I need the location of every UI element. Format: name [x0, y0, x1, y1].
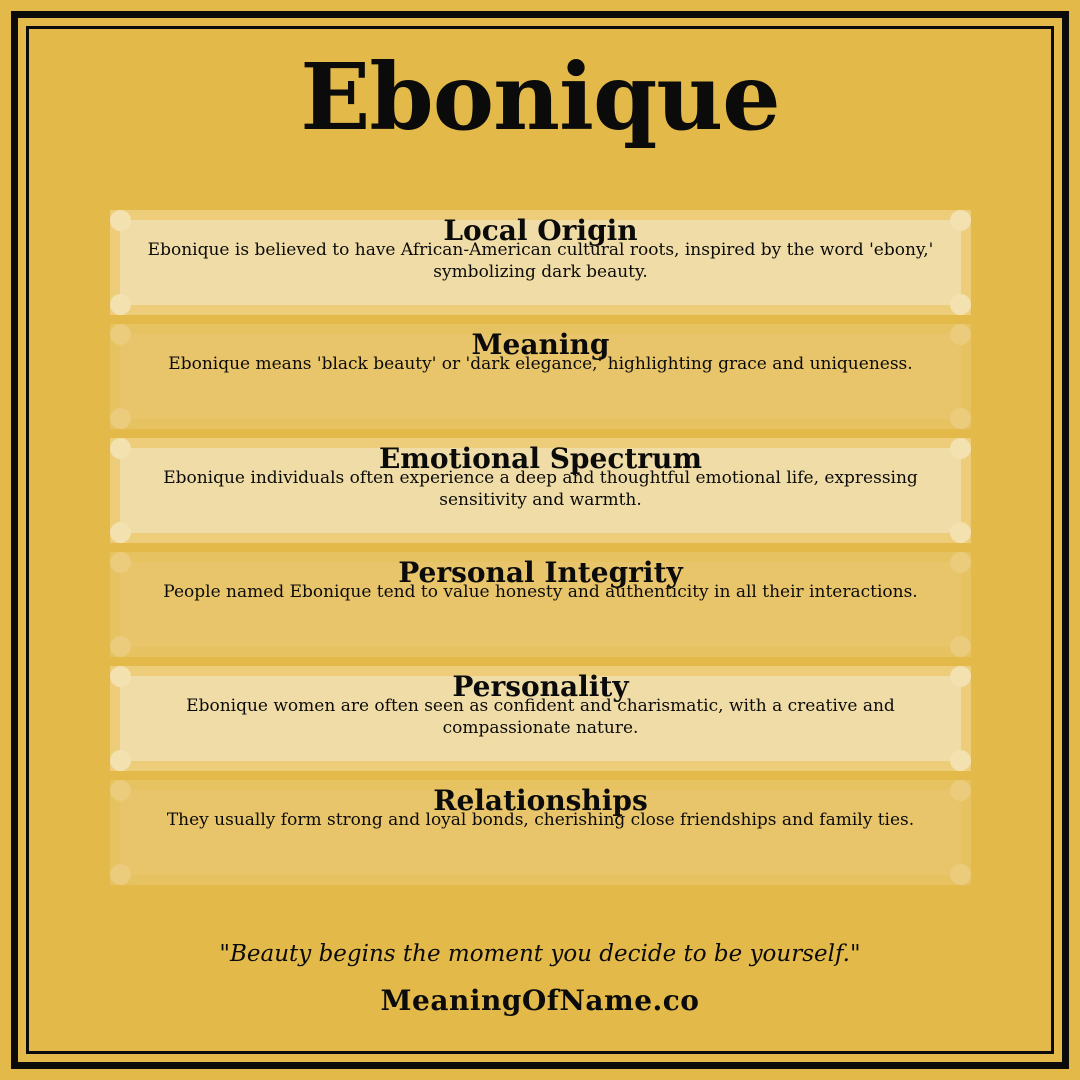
- card-personality: [110, 666, 971, 771]
- card-meaning: [110, 324, 971, 429]
- corner-dot: [110, 522, 131, 543]
- card-heading: Meaning: [471, 328, 610, 361]
- card-heading: Local Origin: [443, 214, 638, 247]
- card-text: Ebonique individuals often experience a deep and thoughtful emotional life, expressing sensitivity and warmth.: [163, 468, 918, 510]
- card-text: They usually form strong and loyal bonds, cherishing close friendships and family ties.: [166, 810, 915, 830]
- brand-name: MeaningOfName.co: [380, 984, 700, 1017]
- card-heading: Personal Integrity: [398, 556, 683, 589]
- card-text: Ebonique women are often seen as confident and charismatic, with a creative and compassionate nature.: [186, 696, 895, 738]
- card-text: Ebonique means 'black beauty' or 'dark elegance,' highlighting grace and uniqueness.: [168, 354, 913, 374]
- corner-dot: [110, 750, 131, 771]
- card-relationships: [110, 780, 971, 885]
- card-personal-integrity: [110, 552, 971, 657]
- corner-dot: [110, 408, 131, 429]
- card-heading: Personality: [452, 670, 629, 703]
- card-heading: Relationships: [433, 784, 648, 817]
- corner-dot: [110, 294, 131, 315]
- quote: "Beauty begins the moment you decide to be yourself.": [219, 941, 861, 967]
- card-text: Ebonique is believed to have African-American cultural roots, inspired by the word 'ebony,' symbolizing dark beauty.: [147, 240, 934, 282]
- corner-dot: [110, 636, 131, 657]
- corner-dot: [950, 408, 971, 429]
- page-title: Ebonique: [300, 43, 780, 151]
- corner-dot: [950, 522, 971, 543]
- corner-dot: [950, 864, 971, 885]
- corner-dot: [950, 750, 971, 771]
- card-text: People named Ebonique tend to value honesty and authenticity in all their interactions.: [163, 582, 918, 602]
- corner-dot: [950, 294, 971, 315]
- card-local-origin: [110, 210, 971, 315]
- corner-dot: [110, 864, 131, 885]
- card-emotional-spectrum: [110, 438, 971, 543]
- corner-dot: [950, 636, 971, 657]
- card-heading: Emotional Spectrum: [378, 442, 703, 475]
